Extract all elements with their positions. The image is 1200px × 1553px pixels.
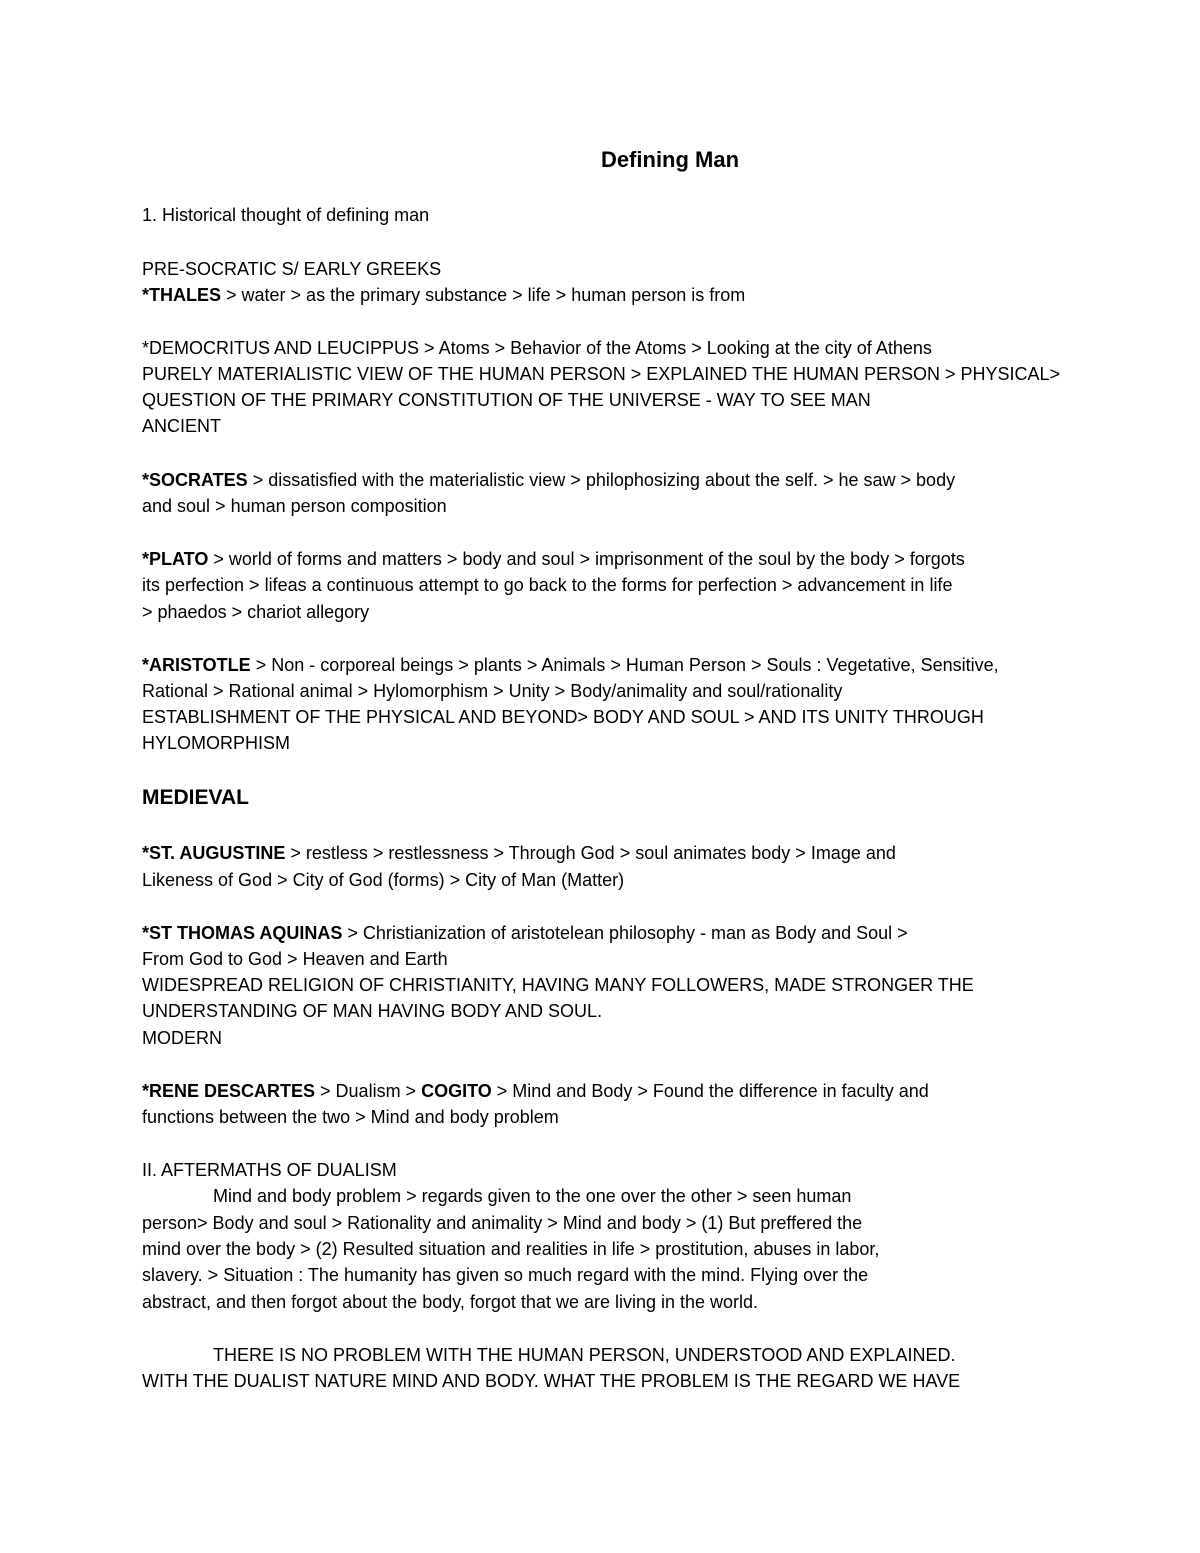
pre-socratics-heading: PRE-SOCRATIC S/ EARLY GREEKS [142,259,442,279]
conclusion-line-2: WITH THE DUALIST NATURE MIND AND BODY. WHAT THE PROBLEM IS THE REGARD WE HAVE [142,1371,961,1391]
augustine-text: > restless > restlessness > Through God > soul animates body > Image and [285,843,896,863]
democritus-line-2: PURELY MATERIALISTIC VIEW OF THE HUMAN PERSON > EXPLAINED THE HUMAN PERSON > PHYSICAL> [142,364,1061,384]
aristotle-line-4: HYLOMORPHISM [142,733,291,753]
augustine-name: *ST. AUGUSTINE [142,843,286,863]
plato-name: *PLATO [142,549,209,569]
thales-name: *THALES [142,285,222,305]
aristotle-name: *ARISTOTLE [142,655,251,675]
aftermath-line-3: mind over the body > (2) Resulted situation and realities in life > prostitution, abuses in labor, [142,1239,880,1259]
section-heading-1: 1. Historical thought of defining man [142,205,430,225]
conclusion-line-1: THERE IS NO PROBLEM WITH THE HUMAN PERSON, UNDERSTOOD AND EXPLAINED. [213,1345,956,1365]
augustine-line-2: Likeness of God > City of God (forms) > City of Man (Matter) [142,870,625,890]
aftermath-line-1: Mind and body problem > regards given to the one over the other > seen human [213,1186,852,1206]
aftermath-line-5: abstract, and then forgot about the body, forgot that we are living in the world. [142,1292,759,1312]
aquinas-line-4: UNDERSTANDING OF MAN HAVING BODY AND SOUL. [142,1001,603,1021]
aristotle-entry [142,654,999,676]
augustine-entry [142,842,896,864]
descartes-text: > Mind and Body > Found the difference in faculty and [491,1081,929,1101]
aristotle-line-3: ESTABLISHMENT OF THE PHYSICAL AND BEYOND> BODY AND SOUL > AND ITS UNITY THROUGH [142,707,984,727]
aristotle-text: > Non - corporeal beings > plants > Animals > Human Person > Souls : Vegetative, Sensitive, [250,655,999,675]
plato-entry [142,548,965,570]
aftermath-line-2: person> Body and soul > Rationality and animality > Mind and body > (1) But preffered the [142,1213,863,1233]
descartes-name: *RENE DESCARTES [142,1081,316,1101]
aquinas-entry [142,922,908,944]
socrates-entry [142,469,955,491]
aquinas-text: > Christianization of aristotelean philosophy - man as Body and Soul > [342,923,908,943]
democritus-line-3: QUESTION OF THE PRIMARY CONSTITUTION OF THE UNIVERSE - WAY TO SEE MAN [142,390,871,410]
thales-text: > water > as the primary substance > life > human person is from [221,285,746,305]
plato-line-2: its perfection > lifeas a continuous attempt to go back to the forms for perfection > advancement in life [142,575,953,595]
aquinas-line-2: From God to God > Heaven and Earth [142,949,448,969]
page-title: Defining Man [600,147,740,172]
modern-label: MODERN [142,1028,222,1048]
plato-text: > world of forms and matters > body and soul > imprisonment of the soul by the body > forgots [208,549,965,569]
descartes-line-2: functions between the two > Mind and body problem [142,1107,559,1127]
aquinas-name: *ST THOMAS AQUINAS [142,923,343,943]
descartes-entry [142,1080,929,1102]
descartes-mid: > Dualism > [315,1081,422,1101]
section-heading-2: II. AFTERMATHS OF DUALISM [142,1160,397,1180]
socrates-line-2: and soul > human person composition [142,496,447,516]
democritus-line-1: *DEMOCRITUS AND LEUCIPPUS > Atoms > Behavior of the Atoms > Looking at the city of Athens [142,338,932,358]
thales-entry [142,284,745,306]
socrates-text: > dissatisfied with the materialistic view > philophosizing about the self. > he saw > body [247,470,956,490]
aquinas-line-3: WIDESPREAD RELIGION OF CHRISTIANITY, HAVING MANY FOLLOWERS, MADE STRONGER THE [142,975,974,995]
medieval-heading: MEDIEVAL [142,786,249,809]
ancient-label: ANCIENT [142,416,222,436]
aftermath-line-4: slavery. > Situation : The humanity has given so much regard with the mind. Flying over the [142,1265,869,1285]
cogito-term: COGITO [421,1081,492,1101]
plato-line-3: > phaedos > chariot allegory [142,602,370,622]
aristotle-line-2: Rational > Rational animal > Hylomorphism > Unity > Body/animality and soul/rationality [142,681,843,701]
socrates-name: *SOCRATES [142,470,248,490]
